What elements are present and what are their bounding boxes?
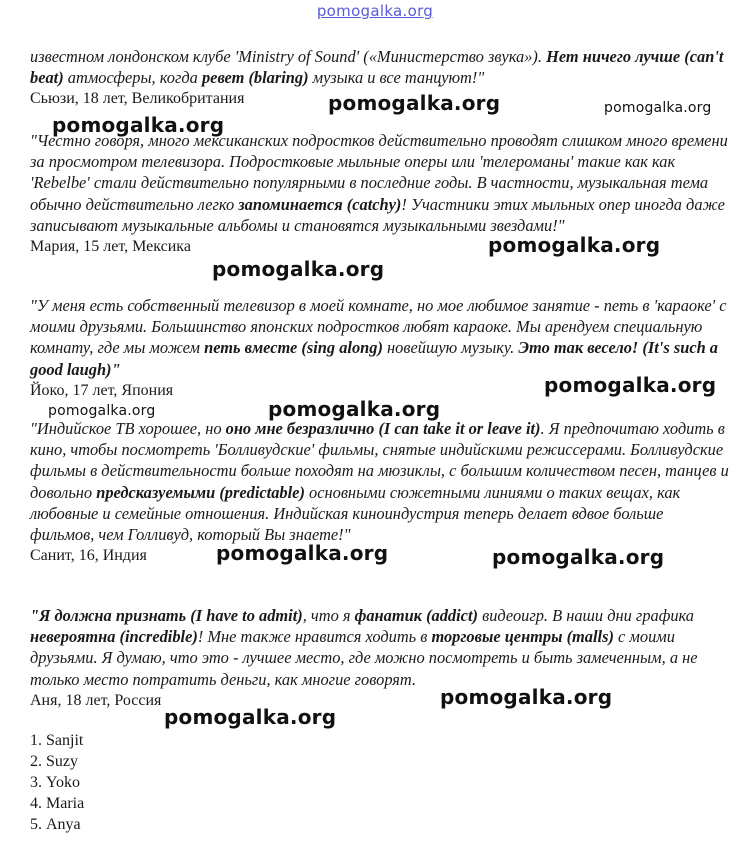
watermark: pomogalka.org [328, 91, 501, 115]
quote-anya: "Я должна признать (I have to admit), что я фанатик (addict) видеоигр. В наши дни графика невероятна (incredible)! Мне также нравится ходить в торговые центры (malls) с моими друзьями. Я думаю, что это - лучшее место, где можно посмотреть и быть замеченным, а не только место потратить деньги, как многие говорят. [30, 606, 698, 689]
watermark: pomogalka.org [440, 685, 613, 709]
watermark-top-link[interactable]: pomogalka.org [316, 2, 434, 20]
quote-sanjit: "Индийское ТВ хорошее, но оно мне безразлично (I can take it or leave it). Я предпочитаю ходить в кино, чтобы посмотреть 'Болливудские' фильмы, снятые индийскими режиссерами. Болливудские фильмы в действительности больше походят на мюзиклы, с большим количеством песен, танцев и довольно предсказуемыми (predictable) основными сюжетными линиями о таких вещах, как любовные и семейные отношения. Индийская киноиндустрия теперь делает вдвое больше фильмов, чем Голливуд, который Вы знаете!" [30, 419, 729, 545]
answer-item: 1. Sanjit [30, 732, 84, 749]
watermark: pomogalka.org [216, 541, 389, 565]
answer-item: 5. Anya [30, 816, 81, 833]
watermark: pomogalka.org [52, 113, 225, 137]
quote-yoko: "У меня есть собственный телевизор в моей комнате, но мое любимое занятие - петь в 'караоке' с моими друзьями. Большинство японских подростков любят караоке. Мы арендуем специальную комнату, где мы можем петь вместе (sing along) новейшую музыку. Это так весело! (It's such a good laugh)" [30, 296, 727, 379]
attribution-anya: Аня, 18 лет, Россия [30, 691, 162, 709]
answers-block [30, 730, 230, 835]
answer-item: 2. Suzy [30, 753, 78, 770]
watermark: pomogalka.org [164, 705, 337, 729]
answers-list [30, 730, 230, 835]
attribution-maria: Мария, 15 лет, Мексика [30, 238, 191, 256]
quote-maria: "Честно говоря, много мексиканских подростков действительно проводят слишком много времени за просмотром телевизора. Подростковые мыльные оперы или 'телероманы' такие как как 'Rebelbe' стали действительно популярными в последние годы. В частности, музыкальная тема обычно действительно легко запоминается (catchy)! Участники этих мыльных опер иногда даже записывают музыкальные альбомы и становятся музыкальными звездами!" [30, 131, 728, 235]
attribution-suzy: Сьюзи, 18 лет, Великобритания [30, 90, 245, 108]
quote-suzy: известном лондонском клубе 'Ministry of Sound' («Министерство звука»). Нет ничего лучше (can't beat) атмосферы, когда ревет (blaring) музыка и все танцуют!" [30, 47, 724, 88]
watermark: pomogalka.org [268, 397, 441, 421]
watermark: pomogalka.org [48, 403, 156, 419]
watermark: pomogalka.org [212, 257, 385, 281]
quote-block-anya [30, 605, 730, 711]
answer-item: 4. Maria [30, 795, 85, 812]
watermark: pomogalka.org [604, 100, 712, 116]
watermark: pomogalka.org [488, 233, 661, 257]
answer-item: 3. Yoko [30, 774, 80, 791]
watermark: pomogalka.org [492, 545, 665, 569]
watermark: pomogalka.org [544, 373, 717, 397]
attribution-yoko: Йоко, 17 лет, Япония [30, 381, 174, 399]
attribution-sanjit: Санит, 16, Индия [30, 547, 147, 565]
